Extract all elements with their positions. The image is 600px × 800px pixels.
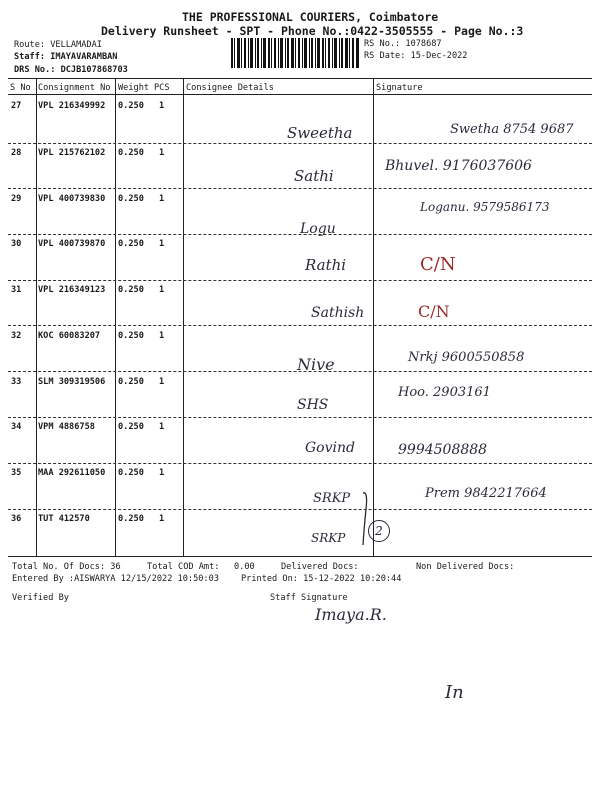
- row-sno: 29: [11, 194, 22, 204]
- circled-mark-text: 2: [375, 524, 383, 538]
- row-pcs: 1: [159, 422, 165, 432]
- row-sno: 36: [11, 514, 22, 524]
- handwritten-signature: 9994508888: [398, 442, 488, 458]
- table-header-border: [8, 94, 592, 95]
- handwritten-name: Nive: [297, 355, 335, 374]
- runsheet-subtitle: Delivery Runsheet - SPT - Phone No.:0422-3505555 - Page No.:3: [101, 24, 524, 38]
- row-pcs: 1: [159, 148, 165, 158]
- row-consignment: SLM 309319506: [38, 377, 106, 387]
- row-sno: 33: [11, 377, 22, 387]
- table-top-border: [8, 78, 592, 79]
- row-consignment: VPL 400739870: [38, 239, 106, 249]
- row-divider: [8, 188, 592, 189]
- row-weight: 0.250: [118, 285, 144, 295]
- row-sno: 34: [11, 422, 22, 432]
- header-consignment: Consignment No: [38, 83, 111, 93]
- handwritten-name: SRKP: [313, 491, 351, 506]
- row-pcs: 1: [159, 285, 165, 295]
- row-divider: [8, 463, 592, 464]
- row-pcs: 1: [159, 239, 165, 249]
- handwritten-signature: C/N: [418, 302, 450, 321]
- handwritten-signature: Swetha 8754 9687: [450, 122, 574, 137]
- rs-number: RS No.: 1078687: [364, 39, 442, 49]
- company-title: THE PROFESSIONAL COURIERS, Coimbatore: [182, 10, 439, 24]
- non-delivered-docs: Non Delivered Docs:: [416, 562, 515, 572]
- row-pcs: 1: [159, 194, 165, 204]
- handwritten-signature: Loganu. 9579586173: [420, 200, 550, 214]
- row-consignment: VPL 216349123: [38, 285, 106, 295]
- row-sno: 31: [11, 285, 22, 295]
- row-pcs: 1: [159, 468, 165, 478]
- route-label: Route: VELLAMADAI: [14, 40, 102, 50]
- row-weight: 0.250: [118, 422, 144, 432]
- handwritten-signature: C/N: [420, 254, 456, 275]
- handwritten-name: Logu: [300, 221, 336, 237]
- row-pcs: 1: [159, 514, 165, 524]
- row-sno: 27: [11, 101, 22, 111]
- col-divider: [36, 78, 37, 556]
- circled-mark-icon: [368, 520, 390, 542]
- row-weight: 0.250: [118, 148, 144, 158]
- row-divider: [8, 509, 592, 510]
- handwritten-name: Sathi: [294, 167, 334, 185]
- row-weight: 0.250: [118, 331, 144, 341]
- row-divider: [8, 143, 592, 144]
- row-divider: [8, 325, 592, 326]
- row-weight: 0.250: [118, 101, 144, 111]
- staff-label: Staff: IMAYAVARAMBAN: [14, 52, 118, 62]
- row-weight: 0.250: [118, 468, 144, 478]
- row-consignment: MAA 292611050: [38, 468, 106, 478]
- handwritten-name: Govind: [305, 440, 355, 456]
- row-pcs: 1: [159, 377, 165, 387]
- delivered-docs: Delivered Docs:: [281, 562, 359, 572]
- footer-handwritten-mark: In: [445, 682, 464, 703]
- col-divider: [373, 78, 374, 556]
- handwritten-signature: Prem 9842217664: [425, 486, 547, 501]
- verified-by-label: Verified By: [12, 593, 69, 603]
- row-weight: 0.250: [118, 194, 144, 204]
- handwritten-name: Sweetha: [287, 124, 353, 142]
- total-docs: Total No. Of Docs: 36: [12, 562, 121, 572]
- row-sno: 30: [11, 239, 22, 249]
- header-weight: Weight: [118, 83, 150, 93]
- header-pcs: PCS: [154, 83, 170, 93]
- total-cod-label: Total COD Amt:: [147, 562, 220, 572]
- row-weight: 0.250: [118, 514, 144, 524]
- col-divider: [115, 78, 116, 556]
- row-consignment: VPM 4886758: [38, 422, 95, 432]
- table-bottom-border: [8, 556, 592, 557]
- handwritten-signature: Hoo. 2903161: [398, 385, 491, 400]
- handwritten-name: Sathish: [311, 305, 365, 321]
- handwritten-name: Rathi: [305, 256, 347, 274]
- row-sno: 28: [11, 148, 22, 158]
- row-consignment: TUT 412570: [38, 514, 90, 524]
- row-pcs: 1: [159, 101, 165, 111]
- row-sno: 35: [11, 468, 22, 478]
- printed-on: Printed On: 15-12-2022 10:20:44: [241, 574, 402, 584]
- row-consignment: VPL 216349992: [38, 101, 106, 111]
- header-sno: S No: [10, 83, 31, 93]
- total-cod-value: 0.00: [234, 562, 255, 572]
- rs-date: RS Date: 15-Dec-2022: [364, 51, 468, 61]
- barcode-icon: [231, 38, 359, 68]
- row-consignment: VPL 400739830: [38, 194, 106, 204]
- row-weight: 0.250: [118, 239, 144, 249]
- row-divider: [8, 280, 592, 281]
- row-weight: 0.250: [118, 377, 144, 387]
- staff-signature: Imaya.R.: [315, 605, 387, 624]
- drs-number: DRS No.: DCJB107868703: [14, 65, 128, 75]
- row-pcs: 1: [159, 331, 165, 341]
- entered-by: Entered By :AISWARYA 12/15/2022 10:50:03: [12, 574, 219, 584]
- handwritten-name: SHS: [297, 397, 329, 413]
- handwritten-signature: Nrkj 9600550858: [408, 350, 525, 365]
- row-divider: [8, 417, 592, 418]
- row-consignment: KOC 60083207: [38, 331, 101, 341]
- header-signature: Signature: [376, 83, 423, 93]
- handwritten-name: SRKP: [311, 531, 346, 545]
- col-divider: [183, 78, 184, 556]
- staff-signature-label: Staff Signature: [270, 593, 348, 603]
- row-consignment: VPL 215762102: [38, 148, 106, 158]
- header-consignee: Consignee Details: [186, 83, 274, 93]
- handwritten-signature: Bhuvel. 9176037606: [385, 158, 532, 174]
- row-sno: 32: [11, 331, 22, 341]
